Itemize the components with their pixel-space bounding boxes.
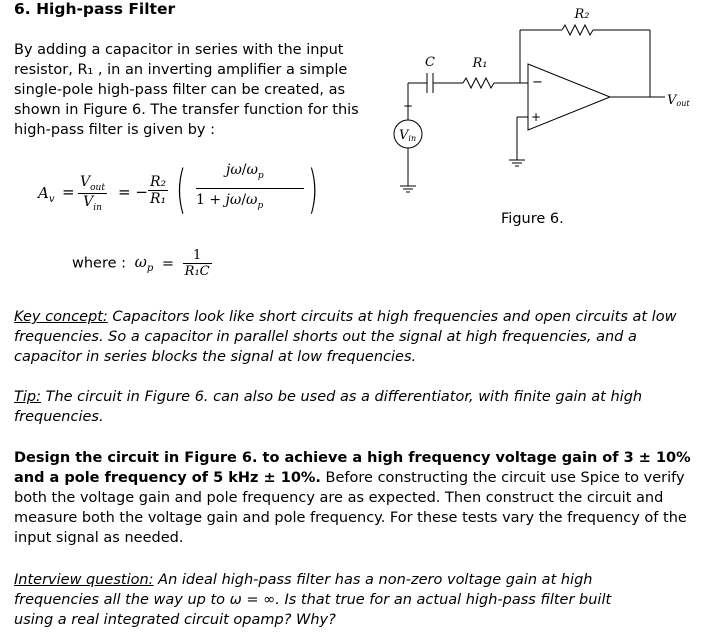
vin-label: Vin	[399, 128, 417, 143]
intro-paragraph: By adding a capacitor in series with the input resistor, R₁ , in an inverting amplifier a simple single-pole high-pass filter can be created, as shown in Figure 6. The transfer function for this high-pass filter is given by :	[14, 42, 359, 138]
transfer-function-formula	[38, 160, 338, 250]
right-paren: )	[308, 160, 319, 220]
section-title: 6. High-pass Filter	[14, 0, 176, 18]
vout-over-vin: $V_{out}$ $V_{in}$	[80, 174, 105, 213]
left-paren: (	[176, 160, 187, 220]
gain-symbol: $A_v$	[38, 184, 55, 205]
key-concept-text: Capacitors look like short circuits at high frequencies and open circuits at low frequencies. So a capacitor in parallel shorts out the signal at high frequencies, and a capacitor in series blocks the signal at low frequencies.	[14, 309, 677, 365]
key-concept-label: Key concept:	[14, 309, 108, 325]
equals-minus-sign: = −	[118, 183, 148, 201]
high-pass-filter-circuit	[370, 0, 705, 205]
r2-label: R₂	[574, 7, 590, 22]
r2-resistor	[562, 25, 593, 35]
r1-resistor	[463, 78, 494, 88]
opamp-plus-label: +	[531, 110, 542, 124]
tip-paragraph	[14, 387, 654, 427]
source-plus-label: +	[402, 99, 414, 113]
r2-over-r1: $\frac{\text{R₂}}{\text{R₁}}$	[150, 174, 167, 207]
source-minus-label: |	[405, 160, 411, 174]
tip-text: The circuit in Figure 6. can also be used as a differentiator, with finite gain at high frequencies.	[14, 389, 643, 425]
c-label: C	[425, 55, 435, 70]
opamp-minus-label: −	[532, 75, 543, 90]
design-task-text: Before constructing the circuit use Spice to verify both the voltage gain and pole frequency are as expected. Then construct the circuit and measure both the voltage gain and pole frequency. For these tests vary the frequency of the input signal as needed.	[14, 470, 687, 546]
tip-label: Tip:	[14, 389, 41, 405]
key-concept-paragraph	[14, 307, 694, 367]
interview-question-label: Interview question:	[14, 572, 154, 588]
interview-question-paragraph	[14, 570, 654, 630]
jw-fraction: $j\omega/\omega_p$ $1 + j\omega/\omega_p$	[192, 160, 307, 220]
design-task-bold: Design the circuit in Figure 6. to achieve a high frequency voltage gain of 3 ± 10% and a pole frequency of 5 kHz ± 10%.	[14, 450, 691, 486]
r1-label: R₁	[472, 56, 488, 71]
figure-caption: Figure 6.	[501, 211, 564, 227]
interview-question-text: An ideal high-pass filter has a non-zero voltage gain at high frequencies all the way up to ω = ∞. Is that true for an actual high-pass filter built using a real integrated circuit opamp? Why?	[14, 572, 612, 628]
pole-definition: where : $\omega_p$ = $\frac{1}{\text{R₁C}}$	[72, 248, 210, 279]
vout-label: Vout	[667, 93, 690, 108]
equals-sign-1: =	[62, 183, 75, 201]
design-task-paragraph	[14, 448, 694, 548]
